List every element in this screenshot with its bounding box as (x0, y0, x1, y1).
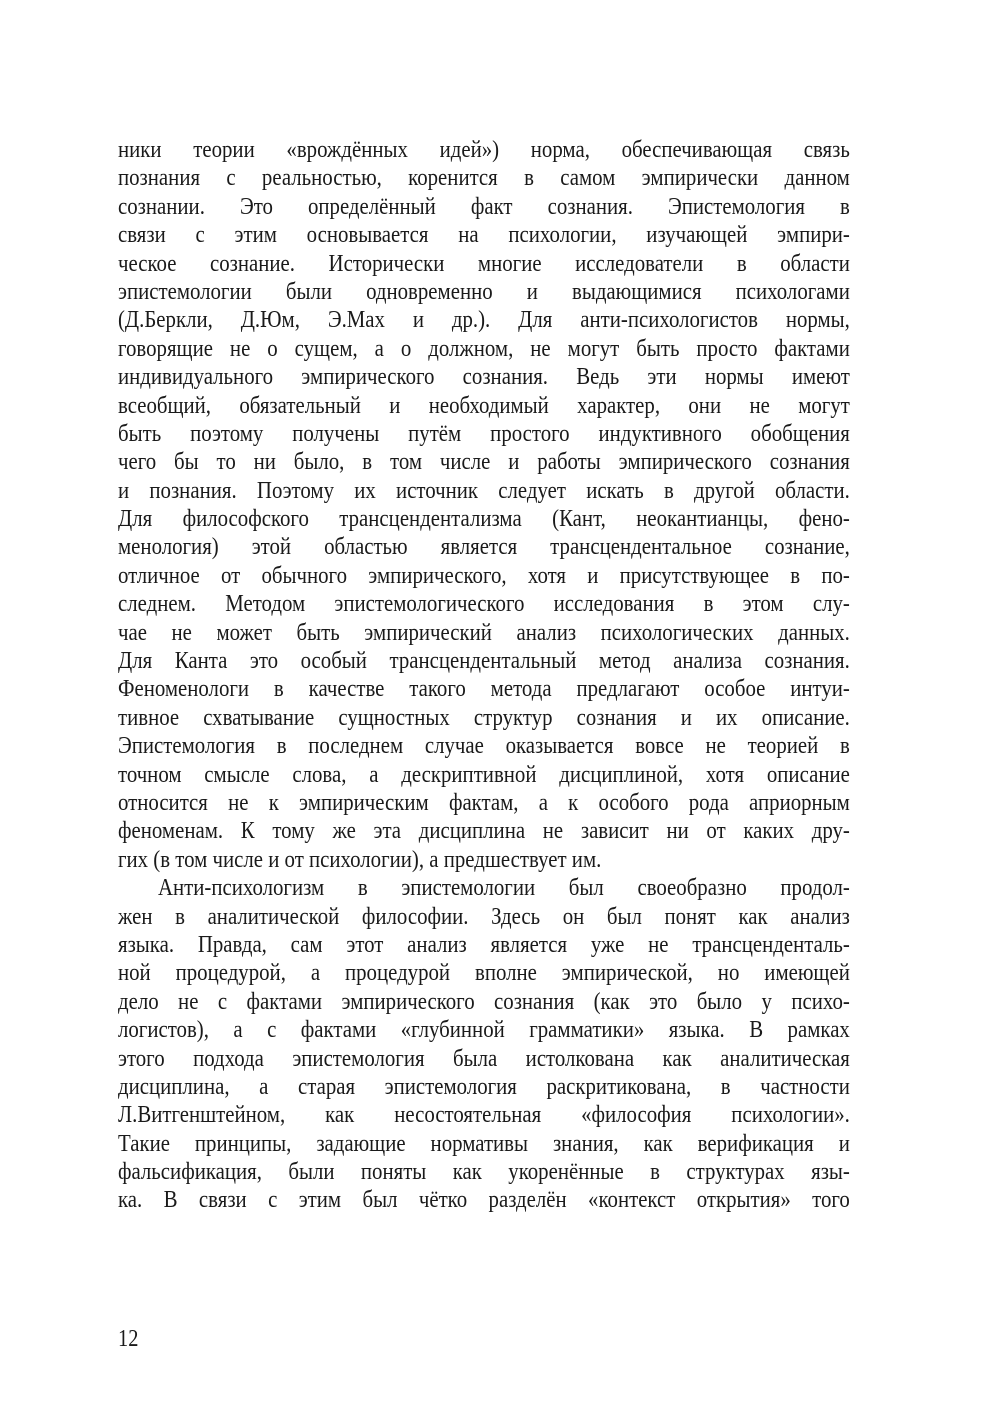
text-line: (Д.Беркли, Д.Юм, Э.Мах и др.). Для анти-психологистов нормы, (118, 306, 850, 334)
text-line: гих (в том числе и от психологии), а предшествует им. (118, 845, 602, 873)
body-text (118, 136, 850, 1215)
text-line: дисциплина, а старая эпистемология раскритикована, в частности (118, 1072, 850, 1100)
text-line: эпистемологии были одновременно и выдающимися психологами (118, 277, 850, 305)
text-line: менология) этой областью является трансцендентальное сознание, (118, 533, 850, 561)
text-line: Л.Витгенштейном, как несостоятельная «философия психологии». (118, 1101, 850, 1129)
text-line: ка. В связи с этим был чётко разделён «контекст открытия» того (118, 1186, 850, 1214)
text-line: чего бы то ни было, в том числе и работы эмпирического сознания (118, 448, 850, 476)
text-line: ники теории «врождённых идей») норма, обеспечивающая связь (118, 136, 850, 163)
text-line: точном смысле слова, а дескриптивной дисциплиной, хотя описание (118, 760, 850, 788)
text-line: Для философского трансцендентализма (Кант, неокантианцы, фено- (118, 505, 850, 533)
text-line: Такие принципы, задающие нормативы знания, как верификация и (118, 1129, 850, 1157)
text-line: Феноменологи в качестве такого метода предлагают особое интуи- (118, 675, 850, 703)
text-line: индивидуального эмпирического сознания. Ведь эти нормы имеют (118, 363, 850, 391)
text-line: логистов), а с фактами «глубинной грамматики» языка. В рамках (118, 1016, 850, 1044)
text-line: следнем. Методом эпистемологического исследования в этом слу- (118, 590, 850, 618)
text-line: сознании. Это определённый факт сознания. Эпистемология в (118, 192, 850, 220)
text-line: жен в аналитической философии. Здесь он был понят как анализ (118, 902, 850, 930)
text-line: Эпистемология в последнем случае оказывается вовсе не теорией в (118, 732, 850, 760)
text-line: и познания. Поэтому их источник следует искать в другой области. (118, 476, 850, 504)
text-line: относится не к эмпирическим фактам, а к особого рода априорным (118, 788, 850, 816)
text-line: тивное схватывание сущностных структур сознания и их описание. (118, 703, 850, 731)
text-line: фальсификация, были поняты как укоренённые в структурах язы- (118, 1158, 850, 1186)
text-line: феноменам. К тому же эта дисциплина не зависит ни от каких дру- (118, 817, 850, 845)
text-line: познания с реальностью, коренится в самом эмпирически данном (118, 164, 850, 192)
text-line: всеобщий, обязательный и необходимый характер, они не могут (118, 391, 850, 419)
text-line: этого подхода эпистемология была истолкована как аналитическая (118, 1044, 850, 1072)
text-line: чае не может быть эмпирический анализ психологических данных. (118, 618, 850, 646)
text-line: быть поэтому получены путём простого индуктивного обобщения (118, 419, 850, 447)
text-line: Анти-психологизм в эпистемологии был своеобразно продол- (157, 874, 850, 902)
text-line: Для Канта это особый трансцендентальный метод анализа сознания. (118, 647, 850, 675)
text-line: отличное от обычного эмпирического, хотя и присутствующее в по- (118, 561, 850, 589)
text-line: говорящие не о сущем, а о должном, не могут быть просто фактами (118, 334, 850, 362)
text-line: связи с этим основывается на психологии, изучающей эмпири- (118, 221, 850, 249)
text-line: ческое сознание. Исторически многие исследователи в области (118, 249, 850, 277)
text-line: языка. Правда, сам этот анализ является уже не трансценденталь- (118, 930, 850, 958)
page-number: 12 (118, 1326, 139, 1352)
text-line: ной процедурой, а процедурой вполне эмпирической, но имеющей (118, 959, 850, 987)
text-line: дело не с фактами эмпирического сознания (как это было у психо- (118, 987, 850, 1015)
